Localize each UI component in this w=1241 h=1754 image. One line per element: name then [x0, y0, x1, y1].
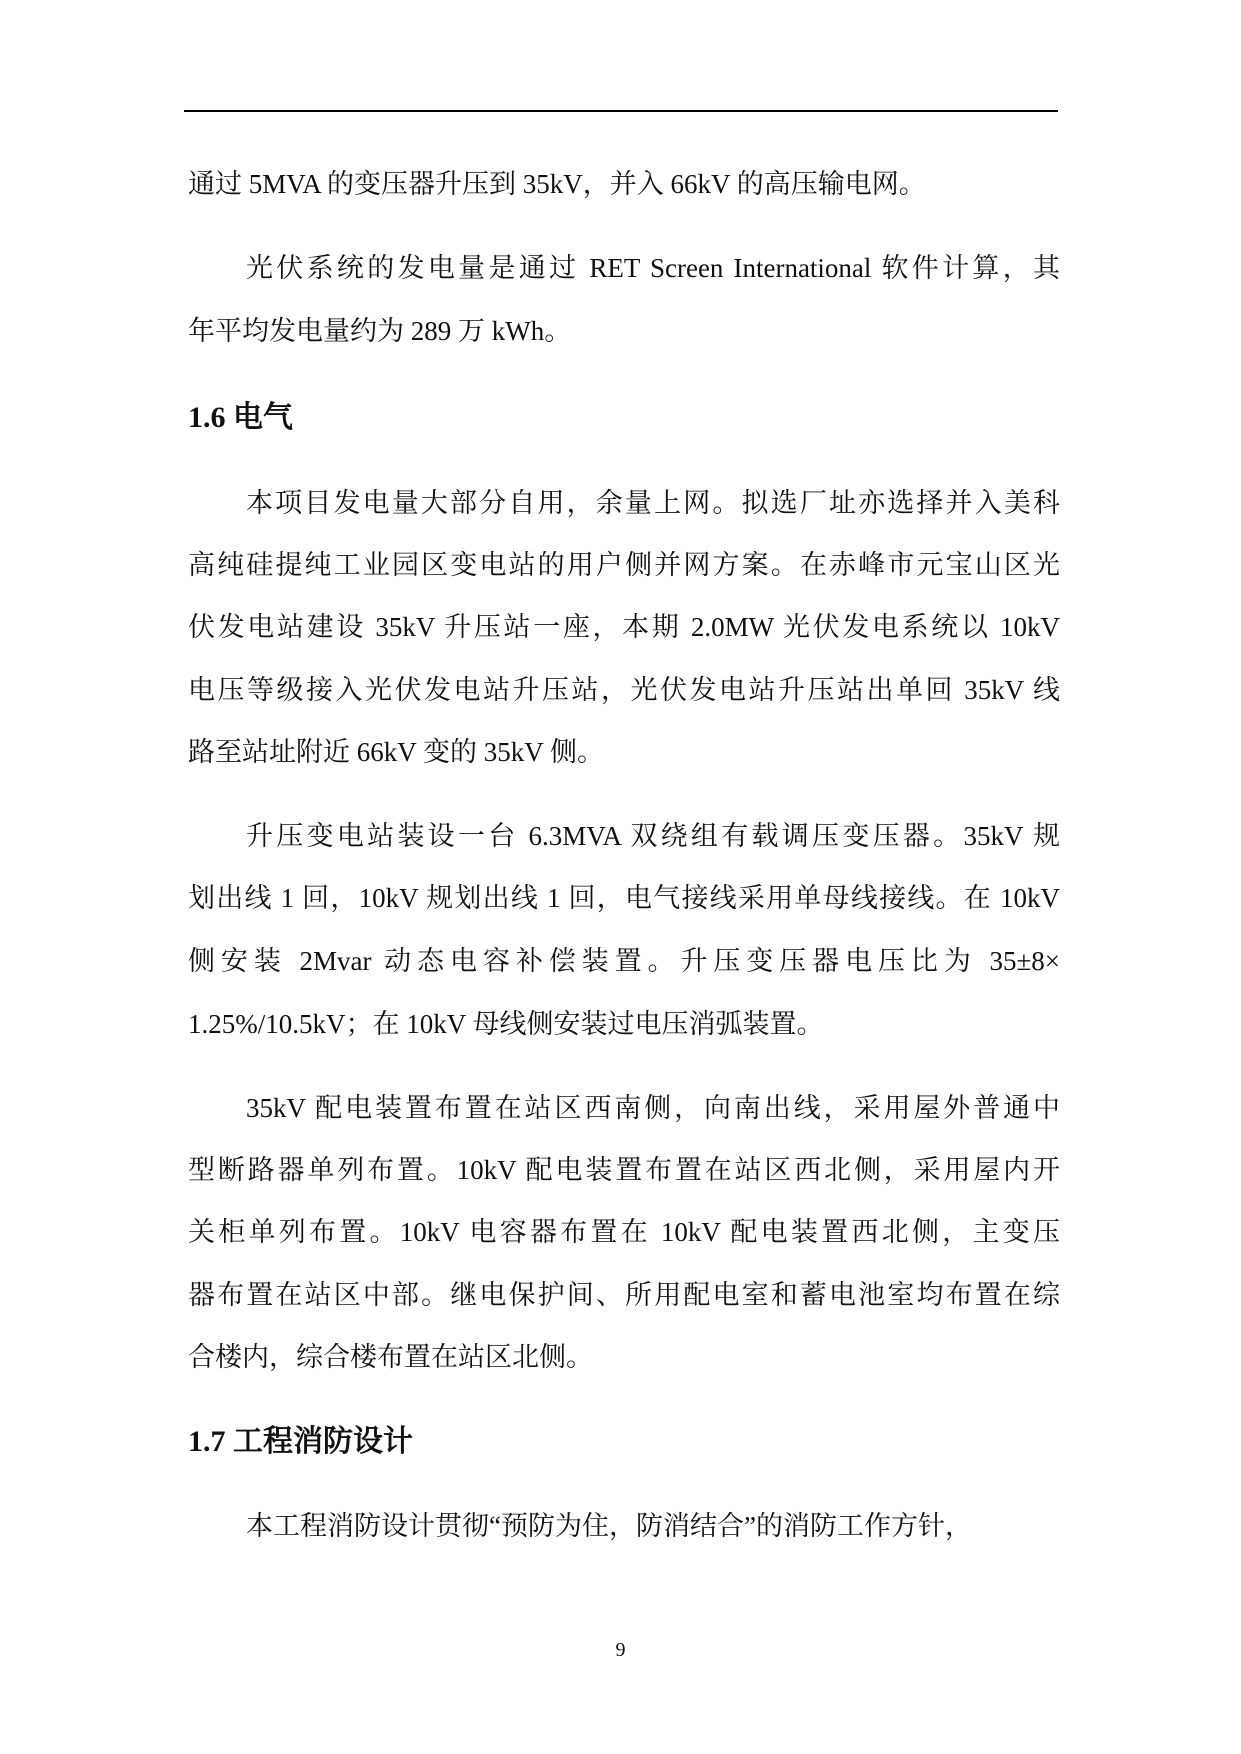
paragraph-line: 高纯硅提纯工业园区变电站的用户侧并网方案。在赤峰市元宝山区光: [188, 550, 1060, 580]
paragraph-line: 划出线 1 回，10kV 规划出线 1 回，电气接线采用单母线接线。在 10kV: [188, 883, 1060, 913]
paragraph-line: 1.25%/10.5kV；在 10kV 母线侧安装过电压消弧装置。: [188, 1009, 824, 1039]
paragraph-line: 器布置在站区中部。继电保护间、所用配电室和蓄电池室均布置在综: [188, 1280, 1060, 1310]
page-number: 9: [615, 1639, 626, 1661]
paragraph-line: 关柜单列布置。10kV 电容器布置在 10kV 配电装置西北侧，主变压: [188, 1217, 1060, 1247]
paragraph-line: 合楼内，综合楼布置在站区北侧。: [188, 1342, 593, 1372]
paragraph-line: 通过 5MVA 的变压器升压到 35kV，并入 66kV 的高压输电网。: [188, 169, 926, 199]
section-heading-1-6: 1.6 电气: [188, 401, 293, 434]
paragraph-line: 侧安装 2Mvar 动态电容补偿装置。升压变压器电压比为 35±8×: [188, 946, 1060, 976]
paragraph-line: 型断路器单列布置。10kV 配电装置布置在站区西北侧，采用屋内开: [188, 1155, 1060, 1185]
paragraph-line: 升压变电站装设一台 6.3MVA 双绕组有载调压变压器。35kV 规: [246, 821, 1060, 851]
paragraph-line: 电压等级接入光伏发电站升压站，光伏发电站升压站出单回 35kV 线: [188, 675, 1060, 705]
paragraph-line: 路至站址附近 66kV 变的 35kV 侧。: [188, 737, 605, 767]
paragraph-line: 年平均发电量约为 289 万 kWh。: [188, 316, 572, 346]
paragraph-line: 本项目发电量大部分自用，余量上网。拟选厂址亦选择并入美科: [246, 488, 1060, 518]
paragraph-line: 伏发电站建设 35kV 升压站一座，本期 2.0MW 光伏发电系统以 10kV: [188, 612, 1060, 642]
header-rule: [184, 110, 1058, 112]
section-heading-1-7: 1.7 工程消防设计: [188, 1425, 413, 1458]
paragraph-line: 本工程消防设计贯彻“预防为住，防消结合”的消防工作方针，: [246, 1511, 972, 1541]
paragraph-line: 光伏系统的发电量是通过 RET Screen International 软件计算，其: [246, 253, 1060, 283]
paragraph-line: 35kV 配电装置布置在站区西南侧，向南出线，采用屋外普通中: [246, 1093, 1060, 1123]
